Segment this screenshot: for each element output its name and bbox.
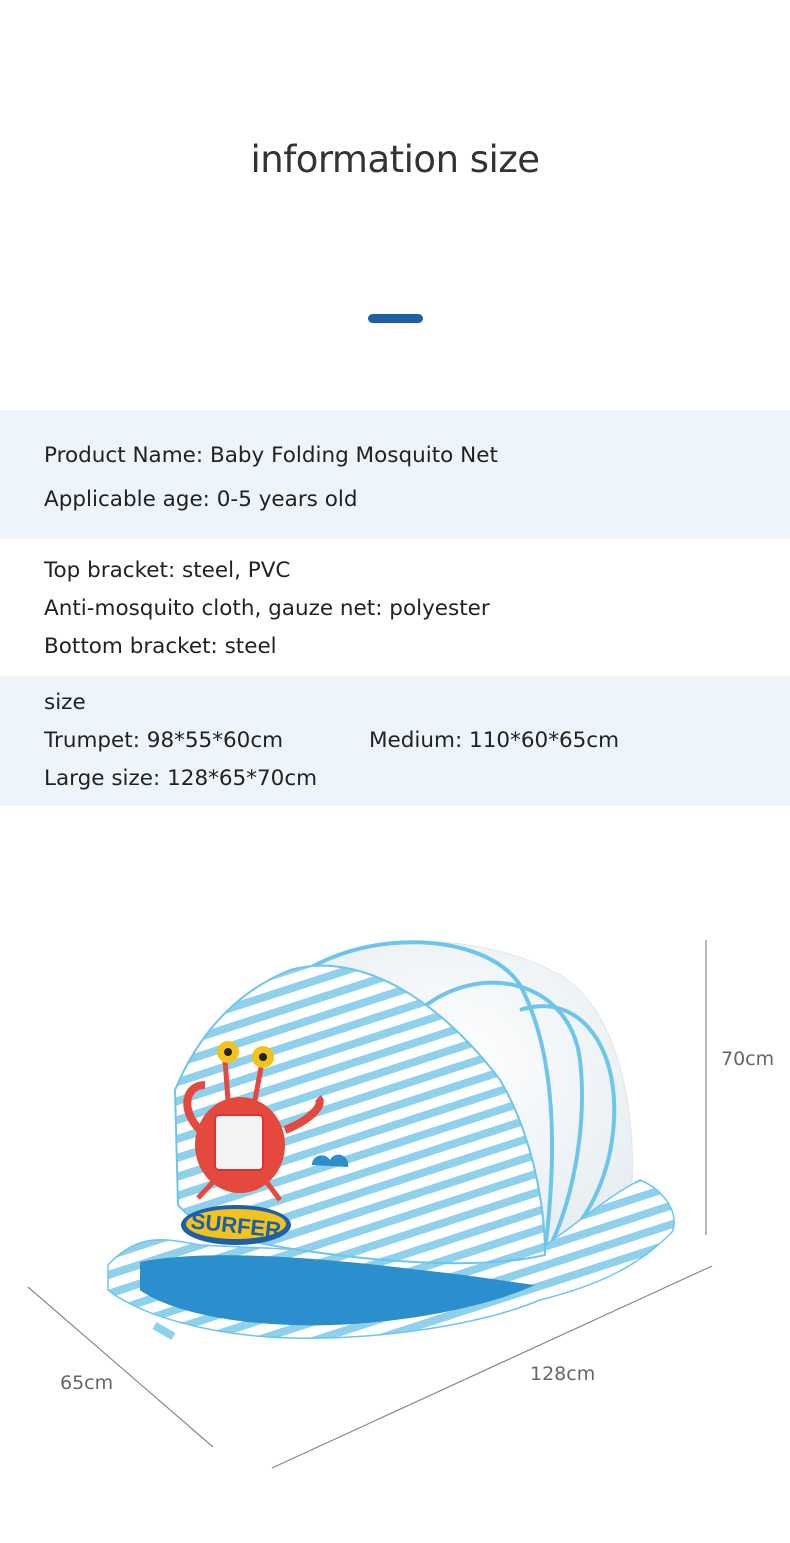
title-accent-bar: [368, 314, 423, 323]
bottom-bracket: Bottom bracket: steel: [44, 634, 277, 659]
product-name: Product Name: Baby Folding Mosquito Net: [44, 443, 498, 468]
size-heading: size: [44, 690, 86, 715]
spec-band-product: [0, 410, 790, 539]
top-bracket: Top bracket: steel, PVC: [44, 558, 291, 583]
cloth-material: Anti-mosquito cloth, gauze net: polyester: [44, 596, 490, 621]
applicable-age: Applicable age: 0-5 years old: [44, 487, 358, 512]
dim-label-height: 70cm: [721, 1048, 775, 1070]
size-medium: Medium: 110*60*65cm: [369, 728, 620, 753]
size-trumpet: Trumpet: 98*55*60cm: [44, 728, 284, 753]
size-large: Large size: 128*65*70cm: [44, 766, 318, 791]
surfer-print: SURFER: [189, 1208, 283, 1243]
spec-band-materials: [0, 539, 790, 676]
product-image: [0, 900, 790, 1500]
page-title: information size: [250, 138, 540, 181]
dim-label-length: 128cm: [530, 1363, 596, 1385]
spec-band-sizes: [0, 676, 790, 806]
dim-label-depth: 65cm: [60, 1372, 114, 1394]
